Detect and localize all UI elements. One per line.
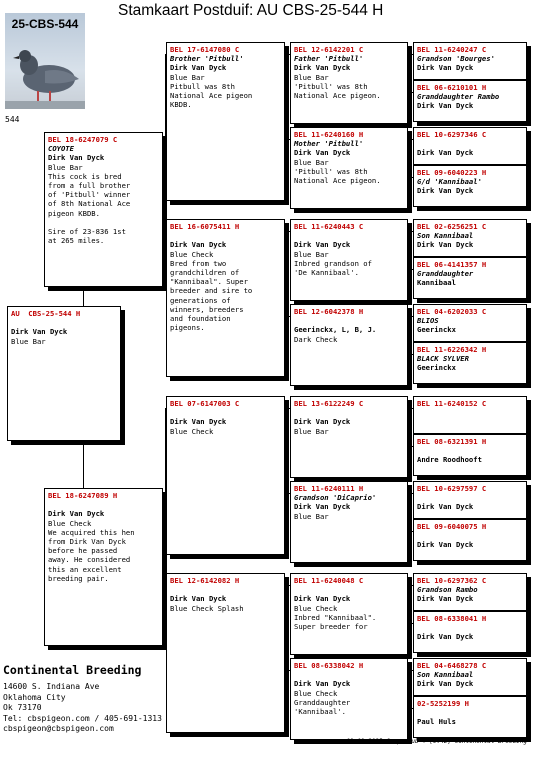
card-line: 'Pitbull' was 8th: [294, 81, 368, 91]
card-line: Dirk Van Dyck: [294, 148, 351, 158]
breeder-name: Continental Breeding: [3, 663, 142, 677]
card-line: Grandson 'Bourges': [417, 54, 495, 64]
card-line: Dirk Van Dyck: [417, 679, 474, 689]
connector-line: [411, 670, 412, 709]
card-line: [11, 318, 117, 327]
card-line: Blue Check: [170, 426, 214, 436]
ring-number: BEL 17-6147080 C: [170, 45, 240, 54]
card-line: KBDB.: [170, 100, 192, 110]
card-line: Dirk Van Dyck: [417, 240, 474, 250]
ring-number: BEL 18-6247079 C: [48, 135, 118, 144]
print-stamp: 09-09-2025 Compuclub © [9.42] Continental Breeding: [346, 738, 527, 745]
ring-number: BEL 10-6297346 C: [417, 130, 487, 139]
card-line: [170, 408, 281, 417]
card-line: Geerinckx, L, B, J.: [294, 325, 377, 335]
ring-number: BEL 06-6210101 H: [417, 83, 487, 92]
great-great-grandparent-card: [413, 519, 527, 561]
photo-label: 25-CBS-544: [11, 17, 79, 31]
card-line: Dirk Van Dyck: [48, 153, 105, 163]
card-line: Dirk Van Dyck: [294, 63, 351, 73]
card-line: Blue Check: [294, 688, 338, 698]
card-line: Blue Bar: [294, 249, 329, 259]
card-line: [294, 585, 404, 594]
ring-number: BEL 09-6040075 H: [417, 522, 487, 531]
card-line: Dirk Van Dyck: [294, 417, 351, 427]
card-line: Blue Bar: [294, 426, 329, 436]
ring-number: BEL 11-6240111 H: [294, 484, 364, 493]
ring-number: 02-5252199 H: [417, 699, 469, 708]
grandparent-card: [166, 42, 285, 201]
subject-card: [7, 306, 121, 441]
card-line: Granddaughter Rambo: [417, 92, 500, 102]
great-grandparent-card: [290, 573, 408, 655]
ring-number: BEL 12-6042378 H: [294, 307, 364, 316]
great-great-grandparent-card: [413, 396, 527, 434]
card-line: Dirk Van Dyck: [417, 101, 474, 111]
ring-number: BEL 10-6297362 C: [417, 576, 487, 585]
card-line: Dirk Van Dyck: [294, 502, 351, 512]
ring-number: BEL 18-6247089 H: [48, 491, 118, 500]
card-line: pigeon KBDB.: [48, 208, 100, 218]
ring-number: BEL 11-6240247 C: [417, 45, 487, 54]
card-line: from a full brother: [48, 181, 131, 191]
address-line: Oklahoma City: [3, 692, 66, 702]
card-line: Granddaughter: [417, 269, 474, 279]
ring-number: BEL 04-6202033 C: [417, 307, 487, 316]
card-line: COYOTE: [48, 144, 74, 154]
card-line: Dirk Van Dyck: [294, 679, 351, 689]
great-great-grandparent-card: [413, 611, 527, 653]
card-line: grandchildren of: [170, 268, 240, 278]
ring-number: BEL 16-6075411 H: [170, 222, 240, 231]
card-line: from Dirk Van Dyck: [48, 537, 126, 547]
card-line: Blue Check: [48, 518, 92, 528]
card-line: Dark Check: [294, 334, 338, 344]
ring-number: BEL 13-6122249 C: [294, 399, 364, 408]
card-line: Dirk Van Dyck: [11, 327, 68, 337]
card-line: Blue Bar: [11, 336, 46, 346]
connector-line: [411, 316, 412, 355]
great-great-grandparent-card: [413, 658, 527, 696]
card-line: [417, 708, 523, 717]
ring-number: BEL 11-6226342 H: [417, 345, 487, 354]
card-line: National Ace pigeon.: [294, 176, 381, 186]
card-line: Bred from two: [170, 258, 227, 268]
card-line: Geerinckx: [417, 325, 456, 335]
card-line: BLACK SYLVER: [417, 354, 469, 364]
great-grandparent-card: [290, 396, 408, 478]
card-line: Brother 'Pitbull': [170, 54, 244, 64]
great-great-grandparent-card: [413, 219, 527, 257]
card-line: Super breeder for: [294, 622, 368, 632]
great-great-grandparent-card: [413, 481, 527, 519]
card-line: [170, 585, 281, 594]
card-line: breeder and sire to: [170, 286, 253, 296]
card-line: Sire of 23-836 1st: [48, 227, 126, 237]
card-line: before he passed: [48, 546, 118, 556]
pigeon-photo-icon: [5, 13, 85, 109]
card-line: Dirk Van Dyck: [294, 594, 351, 604]
card-line: Mother 'Pitbull': [294, 139, 364, 149]
great-grandparent-card: [290, 304, 408, 386]
ring-number: BEL 12-6142082 H: [170, 576, 240, 585]
card-line: 'De Kannibaal'.: [294, 268, 359, 278]
connector-line: [288, 54, 289, 140]
card-line: Blue Bar: [294, 157, 329, 167]
connector-line: [411, 54, 412, 93]
card-line: Paul Huls: [417, 717, 456, 727]
card-line: Blue Bar: [170, 72, 205, 82]
card-line: [417, 623, 523, 632]
connector-line: [411, 139, 412, 178]
address-line: Ok 73170: [3, 703, 42, 712]
card-line: Blue Check: [170, 249, 214, 259]
ring-number: BEL 10-6297597 C: [417, 484, 487, 493]
great-great-grandparent-card: [413, 342, 527, 384]
ring-number: BEL 08-6321391 H: [417, 437, 487, 446]
card-line: [417, 446, 523, 455]
grandparent-card: [166, 573, 285, 733]
ring-number: BEL 11-6240048 C: [294, 576, 364, 585]
great-great-grandparent-card: [413, 165, 527, 207]
ring-number: BEL 12-6142201 C: [294, 45, 364, 54]
address-line: 14600 S. Indiana Ave: [3, 682, 100, 691]
card-line: Dirk Van Dyck: [417, 502, 474, 512]
great-grandparent-card: [290, 127, 408, 209]
breeder-address: [3, 682, 162, 735]
card-line: Blue Check: [294, 603, 338, 613]
card-line: Dirk Van Dyck: [170, 417, 227, 427]
great-great-grandparent-card: [413, 127, 527, 165]
card-line: 'Pitbull' was 8th: [294, 166, 368, 176]
ring-number: BEL 09-6040223 H: [417, 168, 487, 177]
card-line: [294, 316, 404, 325]
card-line: Son Kannibaal: [417, 231, 474, 241]
card-line: G/d 'Kannibaal': [417, 177, 482, 187]
card-line: [294, 408, 404, 417]
card-line: Andre Roodhooft: [417, 455, 482, 465]
page-title: Stamkaart Postduif: AU CBS-25-544 H: [118, 2, 384, 19]
ring-number: BEL 11-6240443 C: [294, 222, 364, 231]
card-line: Kannibaal: [417, 278, 456, 288]
card-line: Pitbull was 8th: [170, 81, 235, 91]
connector-line: [411, 231, 412, 270]
great-grandparent-card: [290, 219, 408, 301]
card-line: Inbred grandson of: [294, 258, 372, 268]
great-grandparent-card: [290, 42, 408, 124]
card-line: away. He considered: [48, 555, 131, 565]
ring-number: BEL 08-6338042 H: [294, 661, 364, 670]
card-line: Dirk Van Dyck: [417, 186, 474, 196]
address-line: cbspigeon@cbspigeon.com: [3, 724, 114, 733]
card-line: Dirk Van Dyck: [417, 63, 474, 73]
ring-number: BEL 04-6468278 C: [417, 661, 487, 670]
card-line: We acquired this hen: [48, 527, 135, 537]
card-line: Blue Bar: [294, 72, 329, 82]
card-line: Dirk Van Dyck: [417, 540, 474, 550]
card-line: National Ace pigeon: [170, 91, 253, 101]
card-line: BLIOS: [417, 316, 439, 326]
ring-number: BEL 08-6338041 H: [417, 614, 487, 623]
card-line: [48, 218, 159, 227]
ring-number: AU CBS-25-544 H: [11, 309, 81, 318]
great-great-grandparent-card: [413, 304, 527, 342]
card-line: Blue Check Splash: [170, 603, 244, 613]
card-line: Blue Bar: [294, 511, 329, 521]
card-line: Granddaughter: [294, 697, 351, 707]
connector-line: [411, 585, 412, 624]
sire-card: [44, 132, 163, 287]
card-line: breeding pair.: [48, 573, 109, 583]
card-line: Dirk Van Dyck: [48, 509, 105, 519]
card-line: [417, 531, 523, 540]
great-grandparent-card: [290, 658, 408, 740]
card-line: this an excellent: [48, 564, 122, 574]
great-great-grandparent-card: [413, 42, 527, 80]
card-line: Grandson Rambo: [417, 585, 478, 595]
card-line: [417, 493, 523, 502]
ring-number: BEL 11-6240160 H: [294, 130, 364, 139]
connector-line: [288, 408, 289, 494]
ring-number: BEL 02-6256251 C: [417, 222, 487, 231]
great-great-grandparent-card: [413, 573, 527, 611]
card-line: [417, 139, 523, 148]
pigeon-photo: [5, 13, 85, 109]
grandparent-card: [166, 219, 285, 377]
card-line: Geerinckx: [417, 363, 456, 373]
connector-line: [411, 493, 412, 532]
card-line: [294, 231, 404, 240]
card-line: Dirk Van Dyck: [417, 594, 474, 604]
connector-line: [288, 585, 289, 671]
card-line: Dirk Van Dyck: [170, 240, 227, 250]
card-line: National Ace pigeon.: [294, 91, 381, 101]
connector-line: [288, 231, 289, 317]
card-line: and foundation: [170, 314, 231, 324]
great-great-grandparent-card: [413, 434, 527, 476]
card-line: Dirk Van Dyck: [170, 594, 227, 604]
card-line: winners, breeders: [170, 304, 244, 314]
great-great-grandparent-card: [413, 80, 527, 122]
address-line: Tel: cbspigeon.com / 405-691-1313: [3, 713, 162, 723]
card-line: [170, 231, 281, 240]
great-grandparent-card: [290, 481, 408, 563]
dam-card: [44, 488, 163, 646]
card-line: Father 'Pitbull': [294, 54, 364, 64]
card-line: Inbred "Kannibaal".: [294, 612, 377, 622]
ring-number: BEL 11-6240152 C: [417, 399, 487, 408]
card-line: of 'Pitbull' winner: [48, 190, 131, 200]
photo-caption: 544: [5, 115, 20, 124]
card-line: Dirk Van Dyck: [417, 148, 474, 158]
card-line: Dirk Van Dyck: [170, 63, 227, 73]
card-line: [417, 408, 523, 417]
connector-line: [411, 408, 412, 447]
ring-number: BEL 07-6147003 C: [170, 399, 240, 408]
card-line: Blue Bar: [48, 162, 83, 172]
card-line: "Kannibaal". Super: [170, 277, 248, 287]
card-line: Dirk Van Dyck: [417, 632, 474, 642]
card-line: This cock is bred: [48, 171, 122, 181]
card-line: [294, 670, 404, 679]
ring-number: BEL 06-4141357 H: [417, 260, 487, 269]
great-great-grandparent-card: [413, 696, 527, 738]
card-line: [48, 500, 159, 509]
great-great-grandparent-card: [413, 257, 527, 299]
card-line: at 265 miles.: [48, 236, 105, 246]
card-line: Son Kannibaal: [417, 670, 474, 680]
card-line: Grandson 'DiCaprio': [294, 493, 377, 503]
card-line: generations of: [170, 295, 231, 305]
card-line: of 8th National Ace: [48, 199, 131, 209]
card-line: Dirk Van Dyck: [294, 240, 351, 250]
card-line: pigeons.: [170, 323, 205, 333]
card-line: 'Kannibaal'.: [294, 707, 346, 717]
grandparent-card: [166, 396, 285, 555]
